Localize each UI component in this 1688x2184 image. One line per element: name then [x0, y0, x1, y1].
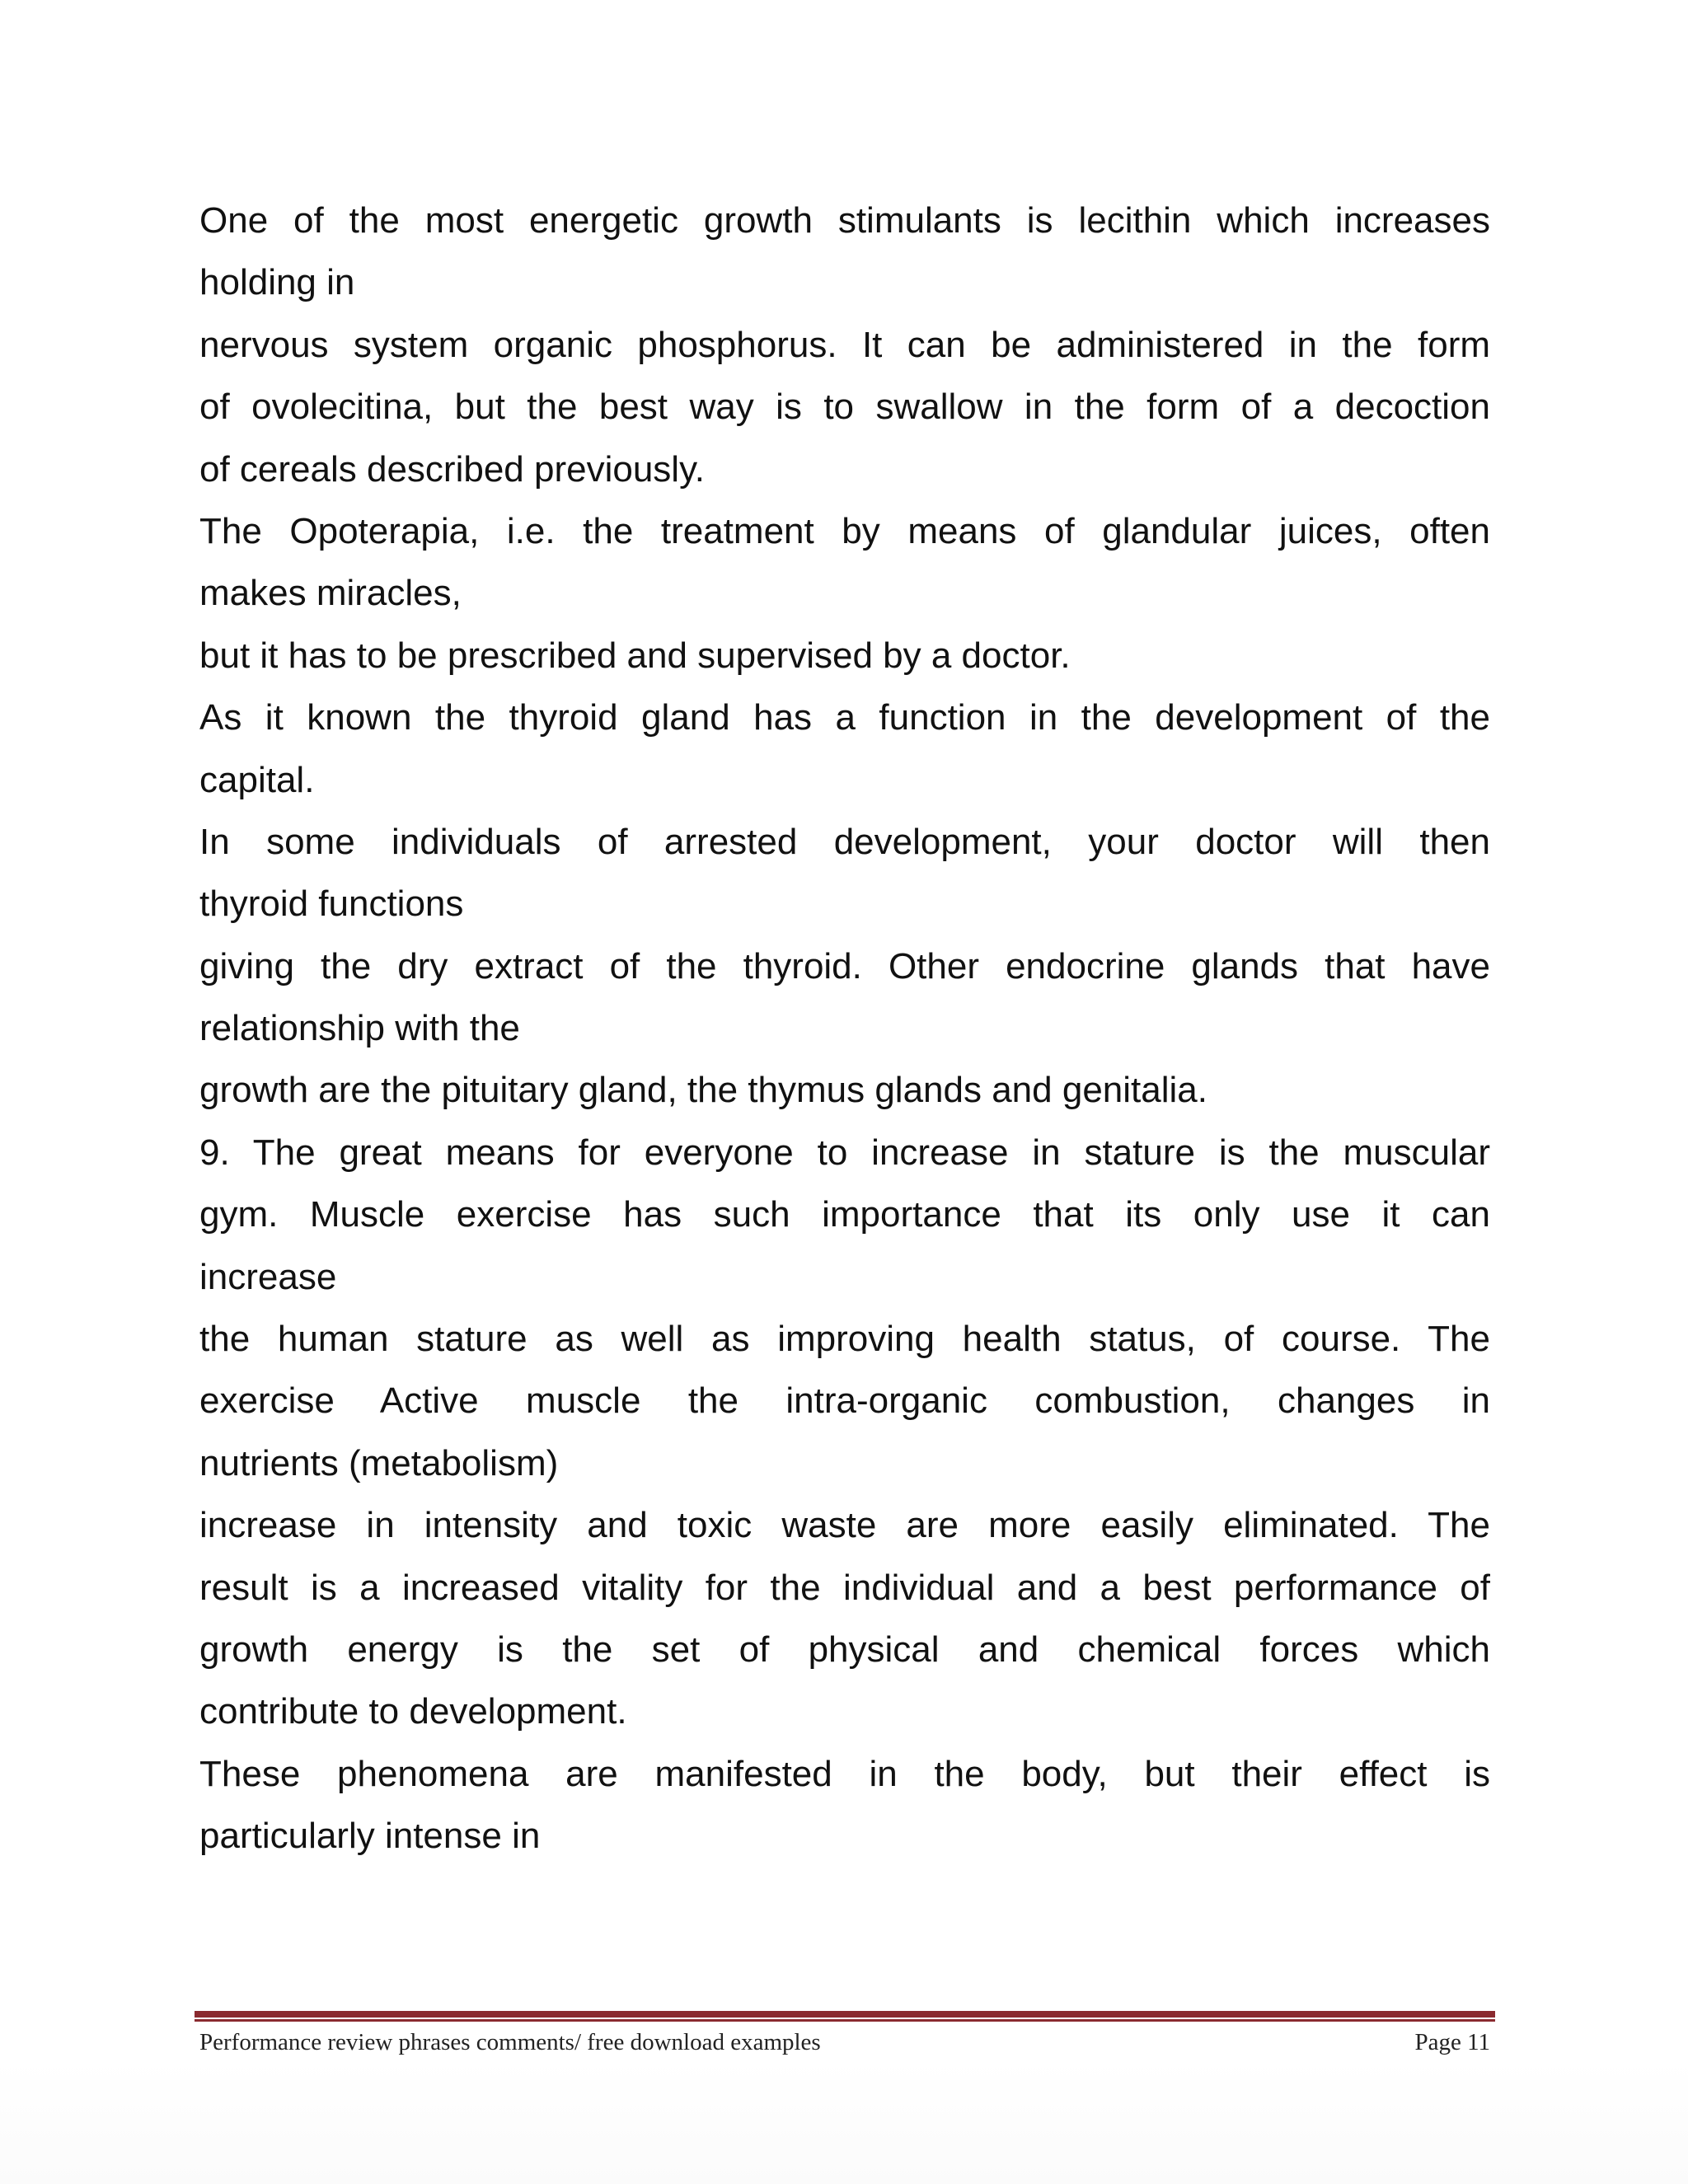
text-line: holding in — [199, 262, 355, 303]
page-footer — [199, 2026, 1490, 2059]
text-line: growth are the pituitary gland, the thymus glands and genitalia. — [199, 1070, 1207, 1111]
text-line: but it has to be prescribed and supervised by a doctor. — [199, 635, 1071, 676]
text-line: relationship with the — [199, 1008, 520, 1049]
footer-rule — [195, 2011, 1495, 2022]
text-line: of cereals described previously. — [199, 448, 706, 490]
text-line: result is a increased vitality for the individual and a best performance of — [199, 1567, 1490, 1608]
text-line: growth energy is the set of physical and chemical forces which — [199, 1629, 1490, 1670]
text-line: of ovolecitina, but the best way is to swallow in the form of a decoction — [199, 387, 1490, 428]
text-line: increase — [199, 1256, 337, 1297]
text-line: increase in intensity and toxic waste are more easily eliminated. The — [199, 1505, 1490, 1546]
text-line: As it known the thyroid gland has a function in the development of the — [199, 697, 1490, 738]
text-line: the human stature as well as improving health status, of course. The — [199, 1319, 1490, 1360]
footer-rule-thick — [195, 2011, 1495, 2018]
bottom-margin — [0, 2060, 1688, 2184]
text-line: capital. — [199, 759, 315, 800]
text-line: exercise Active muscle the intra-organic combustion, changes in — [199, 1380, 1490, 1422]
text-line: In some individuals of arrested development, your doctor will then — [199, 821, 1490, 862]
text-line: makes miracles, — [199, 573, 462, 614]
body-text — [199, 190, 1490, 1868]
text-line: contribute to development. — [199, 1691, 627, 1732]
text-line: nutrients (metabolism) — [199, 1442, 559, 1483]
text-line: 9. The great means for everyone to increase in stature is the muscular — [199, 1132, 1490, 1173]
text-line: thyroid functions — [199, 883, 464, 925]
page-number: Page 11 — [1414, 2029, 1490, 2055]
text-line: One of the most energetic growth stimulants is lecithin which increases — [199, 200, 1490, 241]
text-line: nervous system organic phosphorus. It can be administered in the form — [199, 324, 1490, 365]
footer-title: Performance review phrases comments/ free download examples — [199, 2029, 821, 2055]
text-line: particularly intense in — [199, 1816, 541, 1857]
text-line: giving the dry extract of the thyroid. Other endocrine glands that have — [199, 945, 1490, 987]
text-line: gym. Muscle exercise has such importance that its only use it can — [199, 1194, 1490, 1235]
text-line: The Opoterapia, i.e. the treatment by means of glandular juices, often — [199, 510, 1490, 551]
footer-rule-thin — [195, 2019, 1495, 2022]
text-line: These phenomena are manifested in the body, but their effect is — [199, 1753, 1490, 1794]
